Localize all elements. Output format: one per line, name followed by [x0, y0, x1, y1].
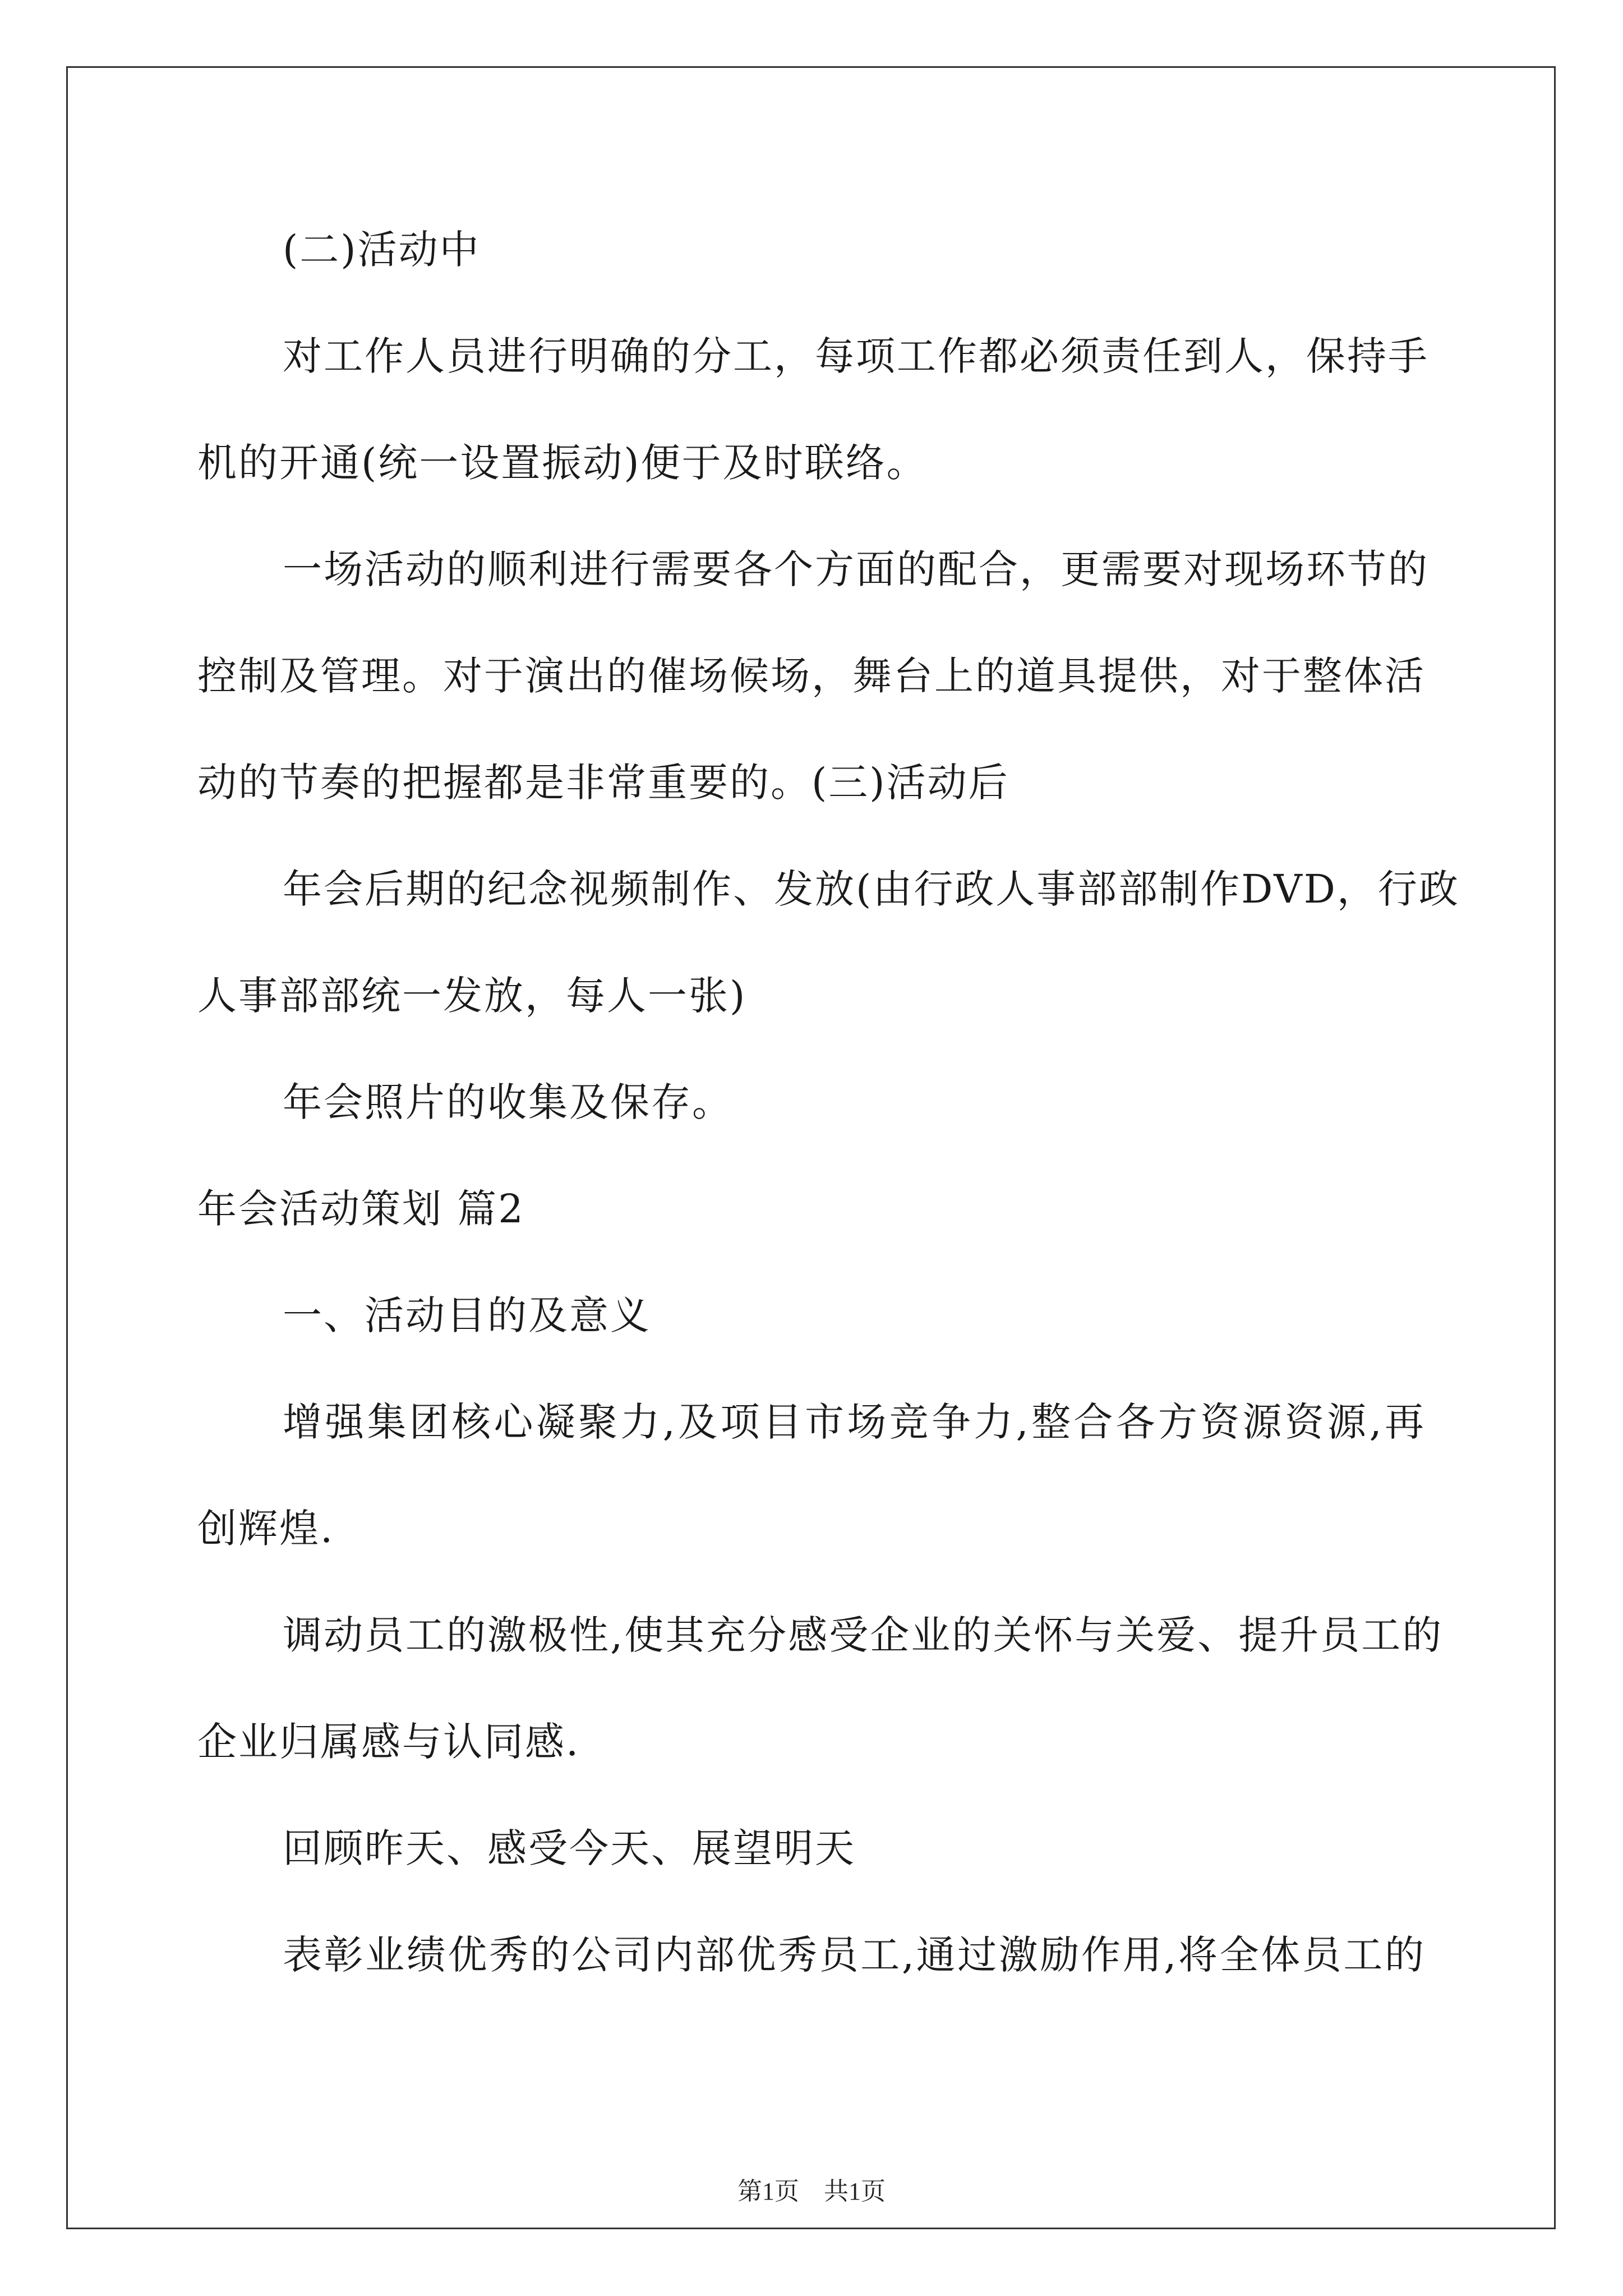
paragraph-line: 对工作人员进行明确的分工，每项工作都必须责任到人，保持手 [283, 333, 1429, 379]
paragraph-line: 创辉煌. [197, 1506, 335, 1552]
paragraph-line: 年会照片的收集及保存。 [283, 1079, 733, 1125]
document-body [197, 196, 1460, 2008]
subsection-heading: 一、活动目的及意义 [283, 1292, 651, 1338]
paragraph-line: 动的节奏的把握都是非常重要的。(三)活动后 [197, 760, 1009, 806]
paragraph-line: 机的开通(统一设置振动)便于及时联络。 [197, 440, 928, 486]
paragraph-line: 回顾昨天、感受今天、展望明天 [283, 1825, 856, 1871]
paragraph-line: 一场活动的顺利进行需要各个方面的配合，更需要对现场环节的 [283, 546, 1429, 592]
paragraph-line: 表彰业绩优秀的公司内部优秀员工,通过激励作用,将全体员工的 [283, 1932, 1426, 1978]
paragraph-line: 调动员工的激极性,使其充分感受企业的关怀与关爱、提升员工的 [283, 1612, 1444, 1658]
paragraph-line: 控制及管理。对于演出的催场候场，舞台上的道具提供，对于整体活 [197, 653, 1426, 699]
paragraph-line: 增强集团核心凝聚力,及项目市场竞争力,整合各方资源资源,再 [283, 1399, 1426, 1445]
section-heading: 年会活动策划 篇2 [197, 1186, 525, 1232]
page-footer: 第1页 共1页 [737, 2178, 886, 2205]
paragraph-line: 企业归属感与认同感. [197, 1719, 580, 1765]
paragraph-line: (二)活动中 [283, 227, 481, 273]
paragraph-line: 年会后期的纪念视频制作、发放(由行政人事部部制作DVD，行政 [283, 866, 1460, 912]
paragraph-line: 人事部部统一发放，每人一张) [197, 973, 747, 1019]
